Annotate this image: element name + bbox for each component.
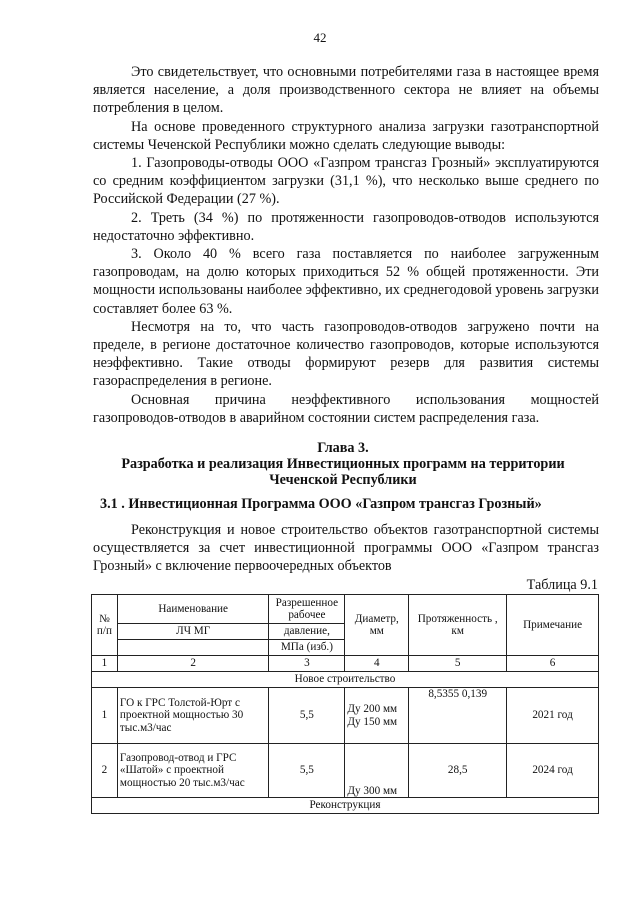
row-diameter-value: Ду 150 мм <box>347 715 398 728</box>
header-pressure-unit: МПа (изб.) <box>269 640 345 656</box>
chapter-heading <box>70 440 616 488</box>
paragraph: На основе проведенного структурного анализа загрузки газотранспортной системы Чеченской Республики можно сделать следующие выводы: <box>93 118 599 153</box>
header-name: Наименование <box>117 595 269 624</box>
row-diameter <box>345 688 409 744</box>
column-number: 6 <box>507 656 599 672</box>
table-row <box>92 744 599 798</box>
header-name-blank <box>117 640 269 656</box>
column-number: 5 <box>409 656 507 672</box>
section-row-new: Новое строительство <box>92 672 599 688</box>
paragraph: Несмотря на то, что часть газопроводов-отводов загружено почти на пределе, в регионе достаточное количество газопроводов, которые используются неэффективно. Такие отводы формируют резерв для развития системы газораспределения в регионе. <box>93 318 599 390</box>
header-pressure: Разрешенное рабочее <box>269 595 345 624</box>
row-note: 2024 год <box>507 744 599 798</box>
page-number: 42 <box>313 30 327 45</box>
investment-table <box>91 594 599 814</box>
column-number: 3 <box>269 656 345 672</box>
row-pressure: 5,5 <box>269 688 345 744</box>
table-caption: Таблица 9.1 <box>526 577 598 593</box>
header-pressure-sub: давление, <box>269 624 345 640</box>
paragraph: Основная причина неэффективного использования мощностей газопроводов-отводов в аварийном состоянии систем распределения газа. <box>93 391 599 426</box>
section-row-reconstruction: Реконструкция <box>92 798 599 814</box>
row-note: 2021 год <box>507 688 599 744</box>
column-number: 2 <box>117 656 269 672</box>
row-diameter-value: Ду 200 мм <box>347 703 398 715</box>
row-name: ГО к ГРС Толстой-Юрт с проектной мощностью 30 тыс.м3/час <box>117 688 269 744</box>
header-length: Протяженность , км <box>409 595 507 656</box>
header-name-sub: ЛЧ МГ <box>117 624 269 640</box>
row-name: Газопровод-отвод и ГРС «Шатой» с проектной мощностью 20 тыс.м3/час <box>117 744 269 798</box>
row-length: 8,5355 0,139 <box>409 688 507 744</box>
row-num: 2 <box>92 744 118 798</box>
row-num: 1 <box>92 688 118 744</box>
paragraph: 3. Около 40 % всего газа поставляется по наиболее загруженным газопроводам, на долю которых приходиться 52 % общей протяженности. Эти мощности использованы наиболее эффективно, их среднегодовой уровень загрузки составляет более 63 %. <box>93 246 599 317</box>
table-row <box>92 688 599 744</box>
row-length: 28,5 <box>409 744 507 798</box>
column-number: 1 <box>92 656 118 672</box>
section-heading: 3.1 . Инвестиционная Программа ООО «Газпром трансгаз Грозный» <box>100 496 542 512</box>
paragraph: 1. Газопроводы-отводы ООО «Газпром трансгаз Грозный» эксплуатируются со средним коэффициентом загрузки (31,1 %), что несколько выше среднего по Российской Федерации (27 %). <box>93 155 599 208</box>
chapter-number: Глава 3. <box>317 440 369 456</box>
header-num: № п/п <box>92 595 118 656</box>
chapter-title-line: Разработка и реализация Инвестиционных программ на территории <box>121 456 565 472</box>
chapter-title-line: Чеченской Республики <box>269 472 417 488</box>
paragraph: Это свидетельствует, что основными потребителями газа в настоящее время является население, а доля производственного сектора не влияет на объемы потребления в целом. <box>93 64 599 117</box>
paragraph: Реконструкция и новое строительство объектов газотранспортной системы осуществляется за счет инвестиционной программы ООО «Газпром трансгаз Грозный» с включение первоочередных объектов <box>93 522 599 575</box>
row-pressure: 5,5 <box>269 744 345 798</box>
body-text <box>93 63 599 427</box>
paragraph: 2. Треть (34 %) по протяженности газопроводов-отводов используются недостаточно эффективно. <box>93 209 599 244</box>
column-number: 4 <box>345 656 409 672</box>
header-diameter: Диаметр, мм <box>345 595 409 656</box>
header-note: Примечание <box>507 595 599 656</box>
row-diameter: Ду 300 мм <box>345 744 409 798</box>
intro-text <box>93 521 599 576</box>
